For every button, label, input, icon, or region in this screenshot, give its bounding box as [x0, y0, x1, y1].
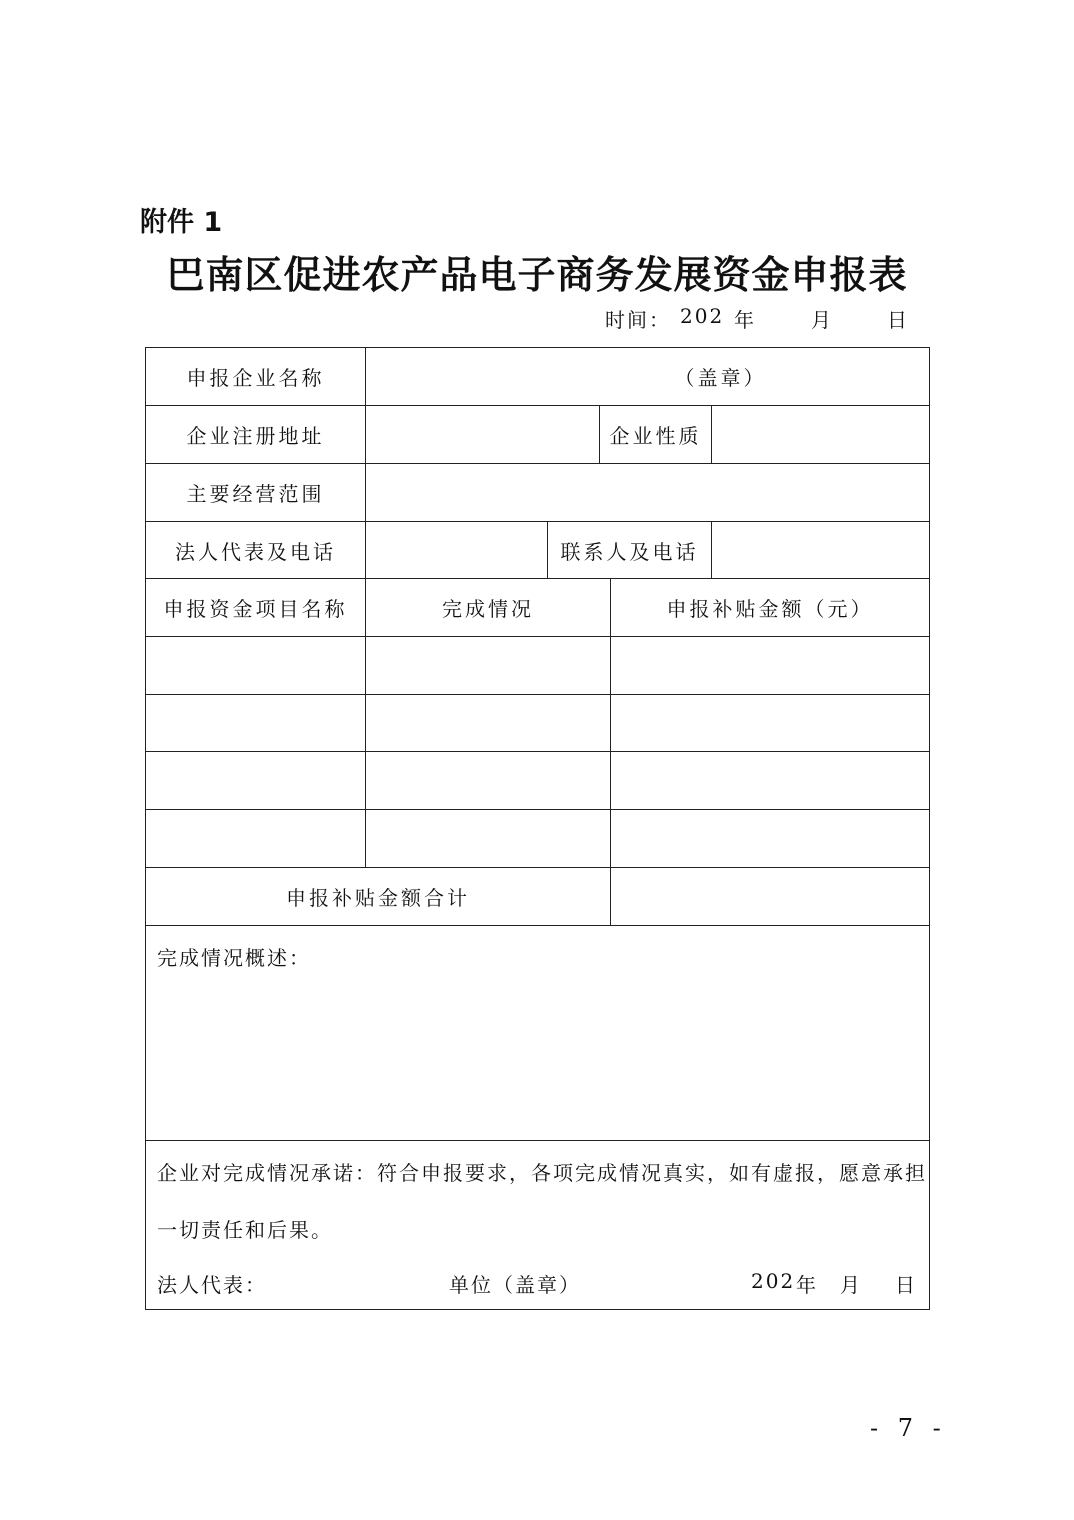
date-month-unit: 月 [811, 308, 833, 332]
summary-label: 完成情况概述： [157, 946, 311, 970]
attachment-label: 附件 1 [140, 207, 223, 238]
legal-rep-label: 法人代表及电话 [175, 539, 336, 564]
sign-day-unit: 日 [895, 1273, 917, 1297]
row-legal-rep [146, 522, 929, 579]
date-line [600, 304, 910, 334]
contact-field[interactable] [711, 522, 929, 578]
status-cell[interactable] [365, 637, 610, 694]
nature-field[interactable] [711, 406, 929, 463]
legal-rep-field[interactable] [365, 522, 547, 578]
col-project-header: 申报资金项目名称 [163, 597, 348, 621]
status-cell[interactable] [365, 810, 610, 867]
address-field[interactable] [365, 406, 599, 463]
col-status-header: 完成情况 [365, 579, 610, 636]
amount-cell[interactable] [610, 810, 929, 867]
row-summary[interactable] [146, 926, 929, 1141]
row-pledge [146, 1141, 929, 1309]
date-label: 时间： [605, 308, 671, 332]
company-name-field[interactable] [365, 348, 929, 405]
contact-label: 联系人及电话 [547, 522, 711, 578]
project-cell[interactable] [146, 637, 365, 694]
amount-cell[interactable] [610, 752, 929, 809]
application-form-table [145, 347, 930, 1310]
scope-field[interactable] [365, 464, 929, 521]
row-column-headers [146, 579, 929, 637]
page-number: - 7 - [870, 1414, 947, 1442]
total-amount-field[interactable] [610, 868, 929, 925]
project-cell[interactable] [146, 752, 365, 809]
amount-cell[interactable] [610, 695, 929, 751]
date-year-unit: 年 [734, 308, 756, 332]
total-label: 申报补贴金额合计 [286, 886, 470, 910]
scope-label: 主要经营范围 [186, 482, 325, 506]
status-cell[interactable] [365, 695, 610, 751]
sign-unit-label: 单位（盖章） [449, 1273, 581, 1297]
nature-label: 企业性质 [599, 406, 711, 463]
page-title: 巴南区促进农产品电子商务发展资金申报表 [166, 252, 908, 297]
row-scope [146, 464, 929, 522]
table-row [146, 637, 929, 695]
project-cell[interactable] [146, 810, 365, 867]
status-cell[interactable] [365, 752, 610, 809]
sign-year: 202 [751, 1269, 796, 1293]
table-row [146, 695, 929, 752]
row-total [146, 868, 929, 926]
company-name-label: 申报企业名称 [186, 366, 325, 390]
amount-cell[interactable] [610, 637, 929, 694]
table-row [146, 810, 929, 868]
sign-year-unit: 年 [796, 1273, 818, 1297]
row-company-name [146, 348, 929, 406]
address-label: 企业注册地址 [186, 424, 325, 448]
sign-legal-label: 法人代表： [157, 1273, 267, 1297]
pledge-line-1: 企业对完成情况承诺：符合申报要求，各项完成情况真实，如有虚报，愿意承担 [157, 1161, 927, 1185]
col-amount-header: 申报补贴金额（元） [610, 579, 929, 636]
project-cell[interactable] [146, 695, 365, 751]
date-year: 202 [680, 304, 725, 328]
table-row [146, 752, 929, 810]
seal-note: （盖章） [674, 366, 767, 390]
date-day-unit: 日 [887, 308, 909, 332]
row-address [146, 406, 929, 464]
pledge-line-2: 一切责任和后果。 [157, 1218, 333, 1242]
sign-month-unit: 月 [840, 1273, 862, 1297]
